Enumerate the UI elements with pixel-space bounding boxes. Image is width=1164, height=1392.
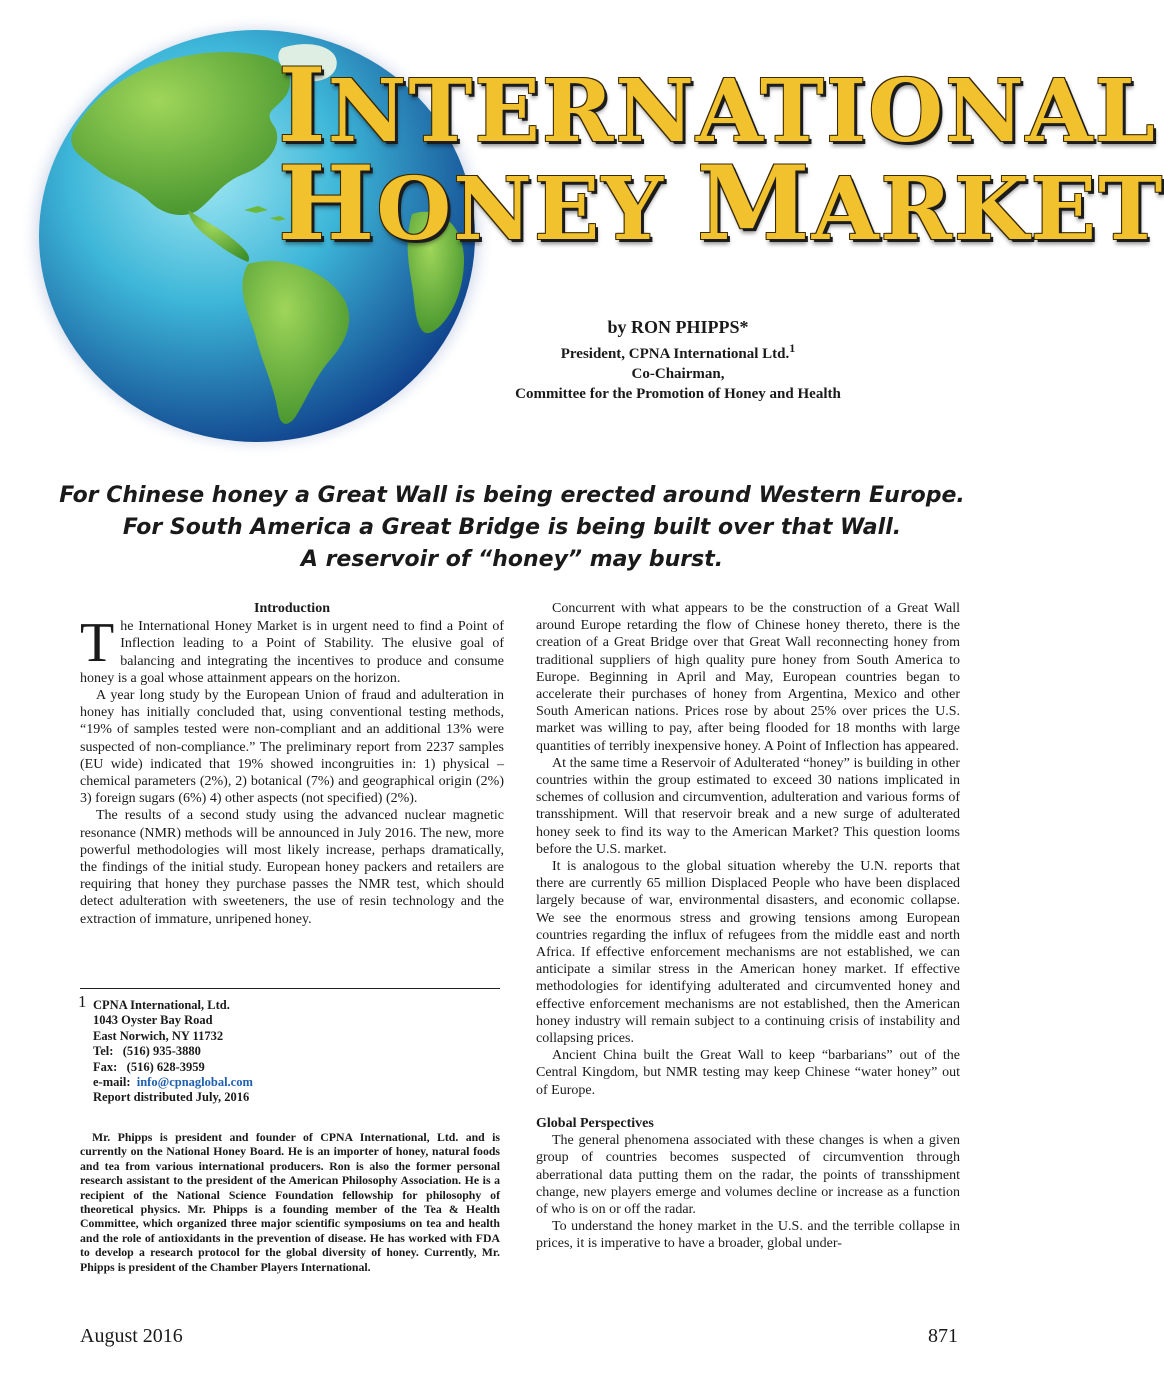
paragraph: The general phenomena associated with these changes is when a given group of countries becomes suspected of circumvention through aberrational data putting them on the radar, the points of transshipment change, new players emerge and volumes decline or increase as a function of who is on or off the radar. — [536, 1133, 960, 1217]
footnote-line: Report distributed July, 2016 — [93, 1090, 250, 1105]
bio-text: Mr. Phipps is president and founder of CPNA International, Ltd. and is currently on the National Honey Board. He is an importer of honey, natural foods and tea from various international producers. Ron is also the former personal research assistant to the president of the American Philosophy Association. He is a recipient of the National Science Foundation fellowship for philosophy of theoretical physics. Mr. Phipps is a founding member of the Tea & Health Committee, which organized three major scientific symposiums on tea and health and the role of antioxidants in the prevention of disease. He has worked with FDA to develop a research protocol for the global diversity of honey. Currently, Mr. Phipps is president of the Chamber Players International. — [80, 1130, 500, 1274]
paragraph — [80, 612, 504, 687]
masthead-line-2 — [278, 144, 1164, 264]
author-name: by RON PHIPPS* — [607, 317, 749, 337]
page-number: 871 — [928, 1325, 958, 1347]
deck-line: For South America a Great Bridge is being built over that Wall. — [122, 515, 902, 540]
footnote-line: CPNA International, Ltd. — [93, 998, 230, 1012]
footnote-ref: 1 — [789, 341, 796, 355]
author-bio — [80, 1130, 500, 1274]
paragraph: Ancient China built the Great Wall to keep “barbarians” out of the Central Kingdom, but NMR testing may keep Chinese “water honey” out of Europe. — [536, 1048, 960, 1098]
footnote-rule — [80, 988, 500, 989]
masthead-cap: H — [278, 144, 377, 264]
masthead-cap: I — [278, 46, 328, 166]
paragraph: The results of a second study using the advanced nuclear magnetic resonance (NMR) methods will be announced in July 2016. The new, more powerful methodologies will most likely increase, perhaps dramatically, the findings of the initial study. European honey packers and retailers are requiring that honey they purchase passes the NMR test, which should detect adulteration with sweeteners, the use of resin technology and the extraction of immature, unripened honey. — [80, 808, 504, 927]
section-heading-introduction: Introduction — [254, 601, 330, 616]
author-role-3: Committee for the Promotion of Honey and Health — [515, 386, 841, 402]
author-role-2: Co-Chairman, — [631, 366, 725, 382]
right-column — [536, 600, 960, 1253]
section-heading-global-perspectives: Global Perspectives — [536, 1115, 654, 1131]
paragraph: A year long study by the European Union of fraud and adulteration in honey has initially concluded that, using conventional testing methods, “19% of samples tested were non-compliant and an additional 13% were suspected of non-compliance.” The preliminary report from 2237 samples (EU wide) indicated that 19% showed incongruities in: 1) physical – chemical parameters (2%), 2) botanical (7%) and geographical origin (2%) 3) foreign sugars (6%) 4) other aspects (not specified) (2%). — [80, 688, 504, 807]
paragraph: At the same time a Reservoir of Adulterated “honey” is building in other countries within the group estimated to exceed 30 nations implicated in schemes of collusion and circumvention, adulteration and various forms of transshipment. Will that reservoir break and a new surge of adulterated honey seek to find its way to the American Market? This question looms before the U.S. market. — [536, 755, 960, 857]
footnote-line: East Norwich, NY 11732 — [93, 1028, 224, 1043]
masthead-cap: M — [696, 144, 812, 264]
article-deck — [40, 480, 984, 576]
footnote-line: Tel: (516) 935-3880 — [93, 1044, 201, 1059]
drop-cap: T — [80, 612, 115, 675]
email-link[interactable]: info@cpnaglobal.com — [136, 1075, 253, 1090]
masthead-title — [278, 46, 1164, 264]
footnote-line: 1043 Oyster Bay Road — [93, 1013, 213, 1028]
paragraph: Concurrent with what appears to be the construction of a Great Wall around Europe retarding the flow of Chinese honey thereto, there is the creation of a Great Bridge over that Great Wall reconnecting honey from traditional suppliers of high quality pure honey from South America to Europe. Beginning in April and May, European countries began to accelerate their purchases of honey from Argentina, Mexico and other South American nations. Prices rose by about 25% over prices the U.S. market was willing to pay, after being flooded for 18 months with large quantities of terribly inexpensive honey. A Point of Inflection has appeared. — [536, 601, 960, 754]
issue-date: August 2016 — [80, 1325, 183, 1347]
footnote-email-line — [93, 1075, 253, 1090]
email-label: e-mail: — [93, 1075, 131, 1090]
masthead-text: ARKET — [811, 159, 1164, 260]
byline — [470, 316, 886, 404]
paragraph: It is analogous to the global situation whereby the U.N. reports that there are currently 65 million Displaced People who have been displaced largely because of war, environmental disasters, and economic collapse. We see the enormous stress and growing tensions among European countries regarding the influx of refugees from the middle east and north Africa. If effective enforcement mechanisms are not established, we can anticipate a similar stress in the American honey market. If effective methodologies for identifying adulterated and circumvented honey and effective enforcement mechanisms are not established, then the American honey industry will remain subject to a continuing crisis of instability and collapsing prices. — [536, 859, 960, 1047]
paragraph: To understand the honey market in the U.S. and the terrible collapse in prices, it is imperative to have a broader, global under- — [536, 1219, 960, 1252]
left-column — [80, 600, 504, 928]
deck-line: For Chinese honey a Great Wall is being erected around Western Europe. — [59, 483, 965, 508]
footnote — [93, 998, 253, 1106]
masthead-text: NTERNATIONAL — [327, 61, 1157, 162]
masthead-text: ONEY — [376, 159, 697, 260]
footnote-mark: 1 — [78, 992, 87, 1011]
author-role — [470, 338, 886, 364]
footnote-line: Fax: (516) 628-3959 — [93, 1059, 205, 1074]
deck-line: A reservoir of “honey” may burst. — [300, 547, 724, 572]
author-role-text: President, CPNA International Ltd. — [560, 346, 790, 362]
paragraph-text: he International Honey Market is in urgent need to find a Point of Inflection leading to a Point of Stability. The elusive goal of balancing and integrating the incentives to produce and consume honey is a goal whose attainment appears on the horizon. — [80, 619, 504, 686]
